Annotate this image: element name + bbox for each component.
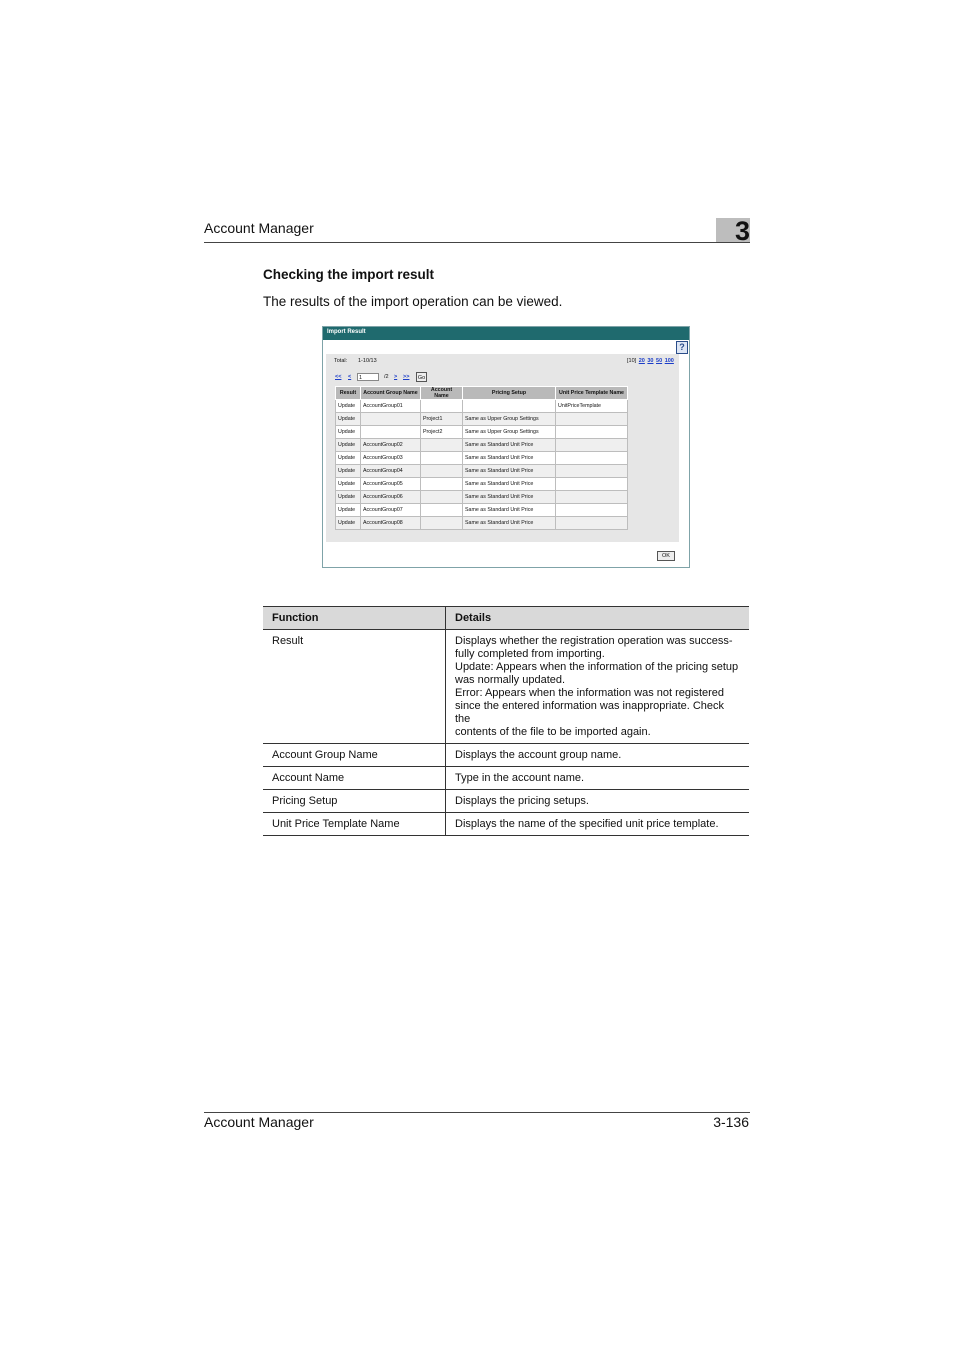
table-row <box>336 465 628 478</box>
details-line: Displays the name of the specified unit price template. <box>455 818 719 830</box>
per-page-30[interactable]: 30 <box>647 358 654 364</box>
result-cell: Update <box>336 400 361 413</box>
next-page-link[interactable]: > <box>394 374 398 380</box>
details-line: was normally updated. <box>455 674 566 686</box>
result-cell: Update <box>336 413 361 426</box>
details-line: Error: Appears when the information was not registered <box>455 687 725 699</box>
result-cell: Update <box>336 426 361 439</box>
unit-price-template-cell <box>556 465 628 478</box>
footer-rule <box>204 1112 750 1113</box>
pricing-setup-cell: Same as Standard Unit Price <box>463 517 556 530</box>
details-line: Type in the account name. <box>455 772 585 784</box>
function-table-header <box>263 607 749 630</box>
pricing-setup-cell: Same as Standard Unit Price <box>463 452 556 465</box>
go-button[interactable]: Go <box>416 372 427 382</box>
account-name-cell: Project1 <box>421 413 463 426</box>
table-header-row <box>336 387 628 400</box>
col-account-name: Account Name <box>421 387 463 400</box>
account-group-name-cell: AccountGroup06 <box>361 491 421 504</box>
table-row <box>336 478 628 491</box>
last-page-link[interactable]: >> <box>403 374 410 380</box>
total-value: 1-10/13 <box>358 358 377 364</box>
chapter-number: 3 <box>734 216 750 246</box>
unit-price-template-cell <box>556 517 628 530</box>
account-group-name-cell: AccountGroup07 <box>361 504 421 517</box>
unit-price-template-cell <box>556 504 628 517</box>
unit-price-template-cell <box>556 439 628 452</box>
details-line: contents of the file to be imported again. <box>455 726 651 738</box>
per-page-selector <box>627 358 674 364</box>
details-cell <box>446 813 750 836</box>
details-header: Details <box>446 607 750 630</box>
account-name-cell: Project2 <box>421 426 463 439</box>
table-row <box>336 504 628 517</box>
function-row <box>263 630 749 744</box>
function-cell: Account Group Name <box>263 744 446 767</box>
account-group-name-cell <box>361 413 421 426</box>
result-cell: Update <box>336 504 361 517</box>
header-rule <box>204 242 750 243</box>
details-line: Displays the pricing setups. <box>455 795 589 807</box>
table-row <box>336 426 628 439</box>
table-row <box>336 413 628 426</box>
pricing-setup-cell: Same as Standard Unit Price <box>463 491 556 504</box>
first-page-link[interactable]: << <box>335 374 342 380</box>
account-group-name-cell: AccountGroup03 <box>361 452 421 465</box>
pricing-setup-cell: Same as Upper Group Settings <box>463 426 556 439</box>
account-name-cell <box>421 452 463 465</box>
col-pricing-setup: Pricing Setup <box>463 387 556 400</box>
details-line: Displays the account group name. <box>455 749 622 761</box>
window-title: Import Result <box>327 329 366 335</box>
function-table <box>263 606 749 836</box>
function-cell: Pricing Setup <box>263 790 446 813</box>
unit-price-template-cell <box>556 413 628 426</box>
account-group-name-cell: AccountGroup08 <box>361 517 421 530</box>
page-number-input[interactable]: 1 <box>357 373 379 381</box>
result-cell: Update <box>336 478 361 491</box>
unit-price-template-cell <box>556 452 628 465</box>
page-number: 3-136 <box>713 1114 749 1130</box>
per-page-20[interactable]: 20 <box>638 358 645 364</box>
unit-price-template-cell: UnitPriceTemplate <box>556 400 628 413</box>
unit-price-template-cell <box>556 491 628 504</box>
details-cell <box>446 630 750 744</box>
footer-title: Account Manager <box>204 1114 314 1130</box>
section-title: Checking the import result <box>263 267 435 282</box>
table-row <box>336 439 628 452</box>
pricing-setup-cell: Same as Standard Unit Price <box>463 478 556 491</box>
per-page-current: [10] <box>627 358 637 364</box>
details-cell <box>446 744 750 767</box>
col-unit-price-template-name: Unit Price Template Name <box>556 387 628 400</box>
pricing-setup-cell: Same as Standard Unit Price <box>463 439 556 452</box>
total-label: Total: <box>334 358 348 364</box>
pricing-setup-cell: Same as Standard Unit Price <box>463 465 556 478</box>
result-cell: Update <box>336 465 361 478</box>
function-row <box>263 767 749 790</box>
result-cell: Update <box>336 491 361 504</box>
account-name-cell <box>421 400 463 413</box>
pricing-setup-cell <box>463 400 556 413</box>
ok-button[interactable]: OK <box>657 551 675 561</box>
table-row <box>336 452 628 465</box>
details-line: Update: Appears when the information of the pricing setup <box>455 661 739 673</box>
page-count: /2 <box>384 374 389 380</box>
details-line: since the entered information was inappropriate. Check the <box>455 700 725 725</box>
function-cell: Result <box>263 630 446 744</box>
function-row <box>263 790 749 813</box>
function-row <box>263 813 749 836</box>
unit-price-template-cell <box>556 478 628 491</box>
import-result-table <box>335 386 628 530</box>
details-cell <box>446 790 750 813</box>
account-name-cell <box>421 517 463 530</box>
account-group-name-cell: AccountGroup05 <box>361 478 421 491</box>
account-group-name-cell: AccountGroup04 <box>361 465 421 478</box>
result-cell: Update <box>336 452 361 465</box>
account-name-cell <box>421 465 463 478</box>
account-group-name-cell: AccountGroup01 <box>361 400 421 413</box>
table-row <box>336 491 628 504</box>
details-cell <box>446 767 750 790</box>
table-row <box>336 400 628 413</box>
account-group-name-cell: AccountGroup02 <box>361 439 421 452</box>
col-result: Result <box>336 387 361 400</box>
unit-price-template-cell <box>556 426 628 439</box>
result-cell: Update <box>336 517 361 530</box>
account-name-cell <box>421 478 463 491</box>
prev-page-link[interactable]: < <box>348 374 352 380</box>
function-row <box>263 744 749 767</box>
pricing-setup-cell: Same as Upper Group Settings <box>463 413 556 426</box>
account-name-cell <box>421 504 463 517</box>
function-cell: Unit Price Template Name <box>263 813 446 836</box>
function-cell: Account Name <box>263 767 446 790</box>
per-page-100[interactable]: 100 <box>664 358 674 364</box>
details-line: Displays whether the registration operation was success- <box>455 635 733 647</box>
account-name-cell <box>421 439 463 452</box>
details-line: fully completed from importing. <box>455 648 605 660</box>
account-name-cell <box>421 491 463 504</box>
table-row <box>336 517 628 530</box>
section-intro: The results of the import operation can be viewed. <box>263 294 563 309</box>
account-group-name-cell <box>361 426 421 439</box>
function-header: Function <box>263 607 446 630</box>
help-icon[interactable]: ? <box>676 341 688 354</box>
running-header-title: Account Manager <box>204 220 314 236</box>
window-titlebar <box>323 327 689 340</box>
col-account-group-name: Account Group Name <box>361 387 421 400</box>
result-cell: Update <box>336 439 361 452</box>
pricing-setup-cell: Same as Standard Unit Price <box>463 504 556 517</box>
import-result-screenshot <box>322 326 690 568</box>
per-page-50[interactable]: 50 <box>656 358 663 364</box>
